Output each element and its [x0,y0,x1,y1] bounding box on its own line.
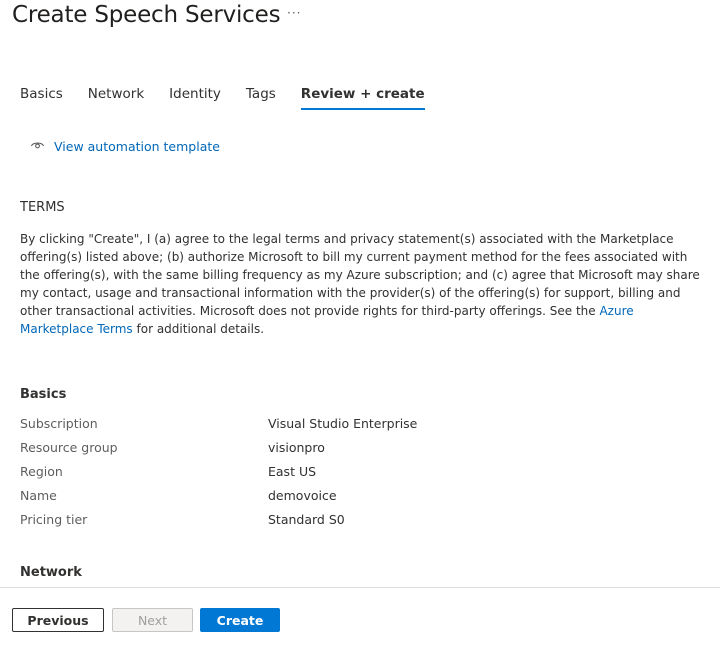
summary-label: Name [20,488,57,503]
summary-label: Subscription [20,416,98,431]
summary-value: demovoice [268,488,337,503]
tab-review-create[interactable]: Review + create [301,86,425,110]
summary-value: Standard S0 [268,512,345,527]
wizard-footer [0,587,720,647]
eye-icon [30,137,54,155]
basics-summary [20,416,700,536]
summary-row-subscription [20,416,700,440]
tab-bar [20,86,450,110]
summary-label: Resource group [20,440,118,455]
summary-value: East US [268,464,317,479]
network-section-heading: Network [20,565,82,580]
terms-heading: TERMS [20,200,65,215]
tab-basics[interactable]: Basics [20,86,63,102]
summary-label: Pricing tier [20,512,88,527]
tab-tags[interactable]: Tags [245,86,276,102]
page-title: Create Speech Services [12,2,281,28]
terms-text-end: for additional details. [132,322,265,336]
summary-row-name [20,488,700,512]
summary-value: Visual Studio Enterprise [268,416,418,431]
tab-identity[interactable]: Identity [169,86,221,102]
summary-label: Region [20,464,63,479]
create-button[interactable]: Create [200,608,280,632]
summary-value: visionpro [268,440,325,455]
azure-marketplace-terms-link[interactable]: Azure Marketplace Terms [20,304,634,336]
next-button[interactable]: Next [112,608,193,632]
terms-text [20,230,702,338]
summary-row-resource-group [20,440,700,464]
tab-network[interactable]: Network [87,86,145,102]
summary-row-region [20,464,700,488]
basics-section-heading: Basics [20,387,67,402]
view-automation-template-link[interactable] [30,137,220,155]
more-options-button[interactable]: ··· [287,6,302,20]
previous-button[interactable]: Previous [12,608,104,632]
summary-row-pricing-tier [20,512,700,536]
terms-text-start: By clicking "Create", I (a) agree to the legal terms and privacy statement(s) associated with the Marketplace offering(s) listed above; (b) authorize Microsoft to bill my current payment method for the fees associated with the offering(s), with the same billing frequency as my Azure subscription; and (c) agree that Microsoft may share my contact, usage and transactional information with the provider(s) of the offering(s) for support, billing and other transactional activities. Microsoft does not provide rights for third-party offerings. See the [20,232,700,318]
view-automation-template-label: View automation template [54,138,220,154]
